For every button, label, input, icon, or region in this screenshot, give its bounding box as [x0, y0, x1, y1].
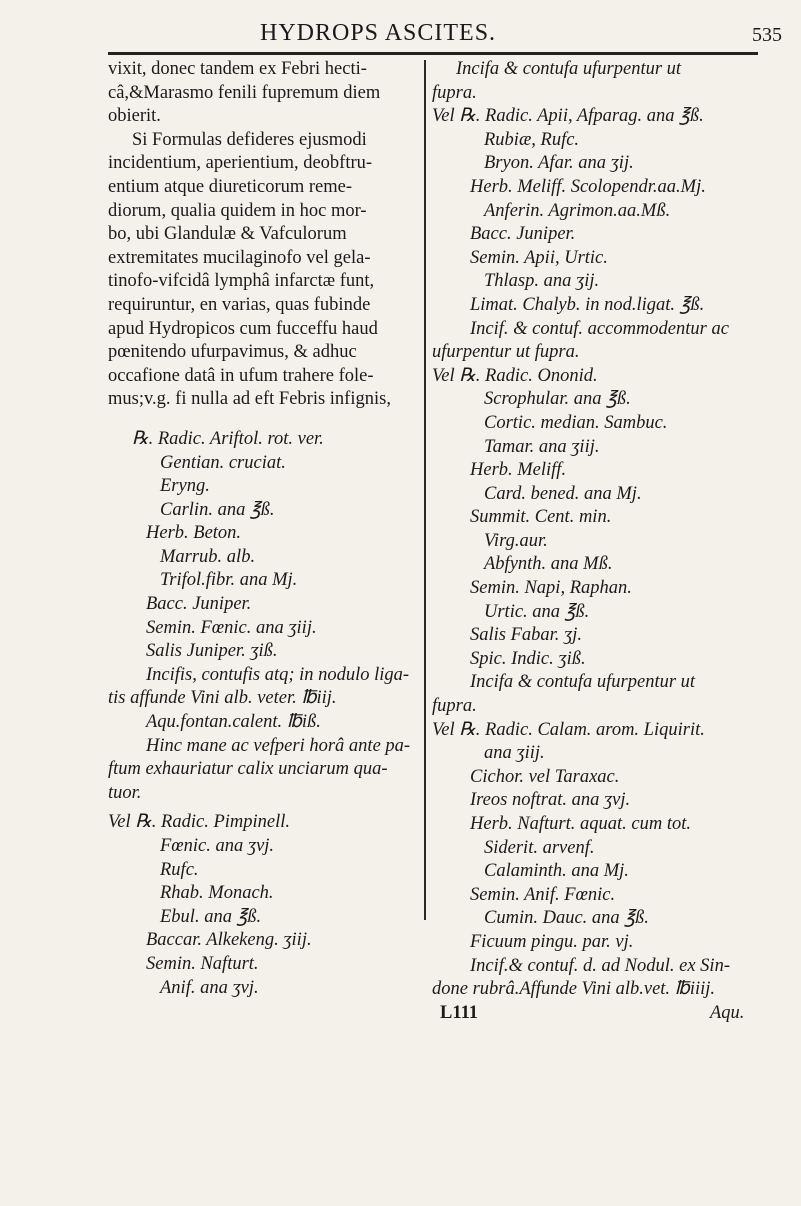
recipe-line: ana ʒiij. [484, 743, 545, 764]
recipe-line: Tamar. ana ʒiij. [484, 436, 600, 457]
recipe-line: tuor. [108, 782, 142, 803]
recipe-line: Siderit. arvenf. [484, 837, 595, 858]
recipe-line: Semin. Napi, Raphan. [470, 578, 632, 599]
recipe-line: Abfynth. ana Mß. [484, 554, 613, 575]
recipe-line: Incifa & contufa ufurpentur ut [470, 672, 696, 693]
recipe-line: Gentian. cruciat. [160, 452, 286, 473]
text-line: tinofo-vifcidâ lymphâ infarctæ funt, [108, 271, 375, 292]
text-line: obierit. [108, 106, 161, 127]
recipe-line: Vel ℞. Radic. Calam. arom. Liquirit. [432, 719, 705, 740]
recipe-line: Ireos noftrat. ana ʒvj. [470, 790, 631, 811]
text-line: pœnitendo ufurpavimus, & adhuc [108, 342, 357, 363]
text-line: Si Formulas defideres ejusmodi [132, 129, 367, 150]
text-line: diorum, qualia quidem in hoc mor- [108, 200, 367, 221]
page-title: HYDROPS ASCITES. [260, 20, 497, 46]
recipe-line: Herb. Meliff. [470, 460, 567, 481]
recipe-line: Carlin. ana ℥ß. [160, 499, 275, 520]
recipe-line: done rubrâ.Affunde Vini alb.vet. ℔iiij. [432, 979, 716, 1000]
recipe-line: Vel ℞. Radic. Apii, Afparag. ana ℥ß. [432, 106, 704, 127]
text-line: occafione datâ in ufum trahere fole- [108, 365, 374, 386]
recipe-line: Limat. Chalyb. in nod.ligat. ℥ß. [470, 294, 705, 315]
recipe-line: Rufc. [160, 859, 199, 880]
recipe-line: Thlasp. ana ʒij. [484, 271, 600, 292]
recipe-line: Herb. Beton. [146, 523, 242, 544]
text-line: requiruntur, en varias, quas fubinde [108, 294, 371, 315]
recipe-line: Fœnic. ana ʒvj. [160, 836, 275, 856]
recipe-line: Virg.aur. [484, 530, 548, 551]
recipe-line: ftum exhauriatur calix unciarum qua- [108, 759, 388, 780]
recipe-line: Salis Fabar. ʒj. [470, 625, 583, 646]
recipe-line: ufurpentur ut fupra. [432, 342, 580, 363]
recipe-line: Bacc. Juniper. [470, 224, 576, 245]
right-column [432, 58, 762, 1025]
header-rule [108, 52, 758, 55]
recipe-line: Bacc. Juniper. [146, 594, 252, 615]
text-line: extremitates mucilaginofo vel gela- [108, 247, 371, 268]
page-number: 535 [752, 24, 782, 46]
recipe-line: Ficuum pingu. par. vj. [470, 931, 634, 952]
recipe-line: Card. bened. ana Mj. [484, 483, 642, 504]
recipe-line: Anferin. Agrimon.aa.Mß. [484, 200, 671, 221]
recipe-line: Calaminth. ana Mj. [484, 861, 629, 882]
recipe-line: Baccar. Alkekeng. ʒiij. [146, 930, 312, 951]
recipe-line: Semin. Anif. Fœnic. [470, 884, 616, 905]
recipe-line: Spic. Indic. ʒiß. [470, 648, 586, 669]
text-line: mus;v.g. fi nulla ad eft Febris infignis, [108, 389, 391, 410]
catchword: Aqu. [710, 1002, 745, 1023]
recipe-line: Incif. & contuf. accommodentur ac [470, 318, 729, 339]
text-line: apud Hydropicos cum fucceffu haud [108, 318, 378, 339]
recipe-line: fupra. [432, 82, 477, 103]
recipe-line: Incif.& contuf. d. ad Nodul. ex Sin- [470, 955, 730, 976]
text-line: vixit, donec tandem ex Febri hecti- [108, 59, 367, 79]
column-divider [424, 60, 426, 920]
recipe-line: Summit. Cent. min. [470, 507, 612, 528]
recipe-line: Bryon. Afar. ana ʒij. [484, 153, 634, 174]
recipe-line: Semin. Fœnic. ana ʒiij. [146, 617, 317, 638]
recipe-line: Cumin. Dauc. ana ℥ß. [484, 908, 649, 929]
footer-line [432, 1002, 762, 1026]
recipe-line: Aqu.fontan.calent. ℔iß. [146, 712, 321, 733]
recipe-line: Cichor. vel Taraxac. [470, 766, 620, 787]
recipe-line: Hinc mane ac vefperi horâ ante pa- [146, 735, 411, 756]
recipe-line: Rubiæ, Rufc. [484, 129, 580, 150]
recipe-line: tis affunde Vini alb. veter. ℔iij. [108, 688, 337, 709]
recipe-line: Marrub. alb. [160, 546, 256, 567]
recipe-line: Salis Juniper. ʒiß. [146, 641, 278, 662]
recipe-line: Semin. Nafturt. [146, 953, 259, 974]
recipe-line: Anif. ana ʒvj. [160, 977, 259, 998]
recipe-line: Incifa & contufa ufurpentur ut [456, 59, 682, 79]
recipe-line: Herb. Nafturt. aquat. cum tot. [470, 814, 691, 834]
recipe-line: Ebul. ana ℥ß. [160, 906, 262, 927]
text-line: câ,&Marasmo fenili fupremum diem [108, 82, 381, 103]
recipe-line: Vel ℞. Radic. Ononid. [432, 365, 598, 386]
recipe-line: Vel ℞. Radic. Pimpinell. [108, 812, 291, 833]
signature-mark: L111 [440, 1002, 479, 1023]
recipe-line: Eryng. [160, 476, 210, 497]
recipe-line: ℞. Radic. Ariftol. rot. ver. [132, 428, 324, 449]
recipe-line: Semin. Apii, Urtic. [470, 247, 608, 268]
recipe-line: Herb. Meliff. Scolopendr.aa.Mj. [470, 176, 706, 197]
recipe-line: Cortic. median. Sambuc. [484, 412, 668, 433]
text-line: bo, ubi Glandulæ & Vafculorum [108, 224, 347, 245]
recipe-line: Trifol.fibr. ana Mj. [160, 570, 298, 591]
recipe-line: fupra. [432, 696, 477, 717]
recipe-line: Urtic. ana ℥ß. [484, 601, 590, 622]
recipe-line: Rhab. Monach. [160, 883, 274, 904]
left-column [108, 58, 418, 1000]
spacer [108, 412, 418, 428]
recipe-line: Scrophular. ana ℥ß. [484, 389, 631, 410]
running-head [0, 20, 801, 48]
text-line: incidentium, aperientium, deobftru- [108, 153, 373, 174]
recipe-line: Incifis, contufis atq; in nodulo liga- [146, 664, 410, 685]
text-line: entium atque diureticorum reme- [108, 176, 353, 197]
